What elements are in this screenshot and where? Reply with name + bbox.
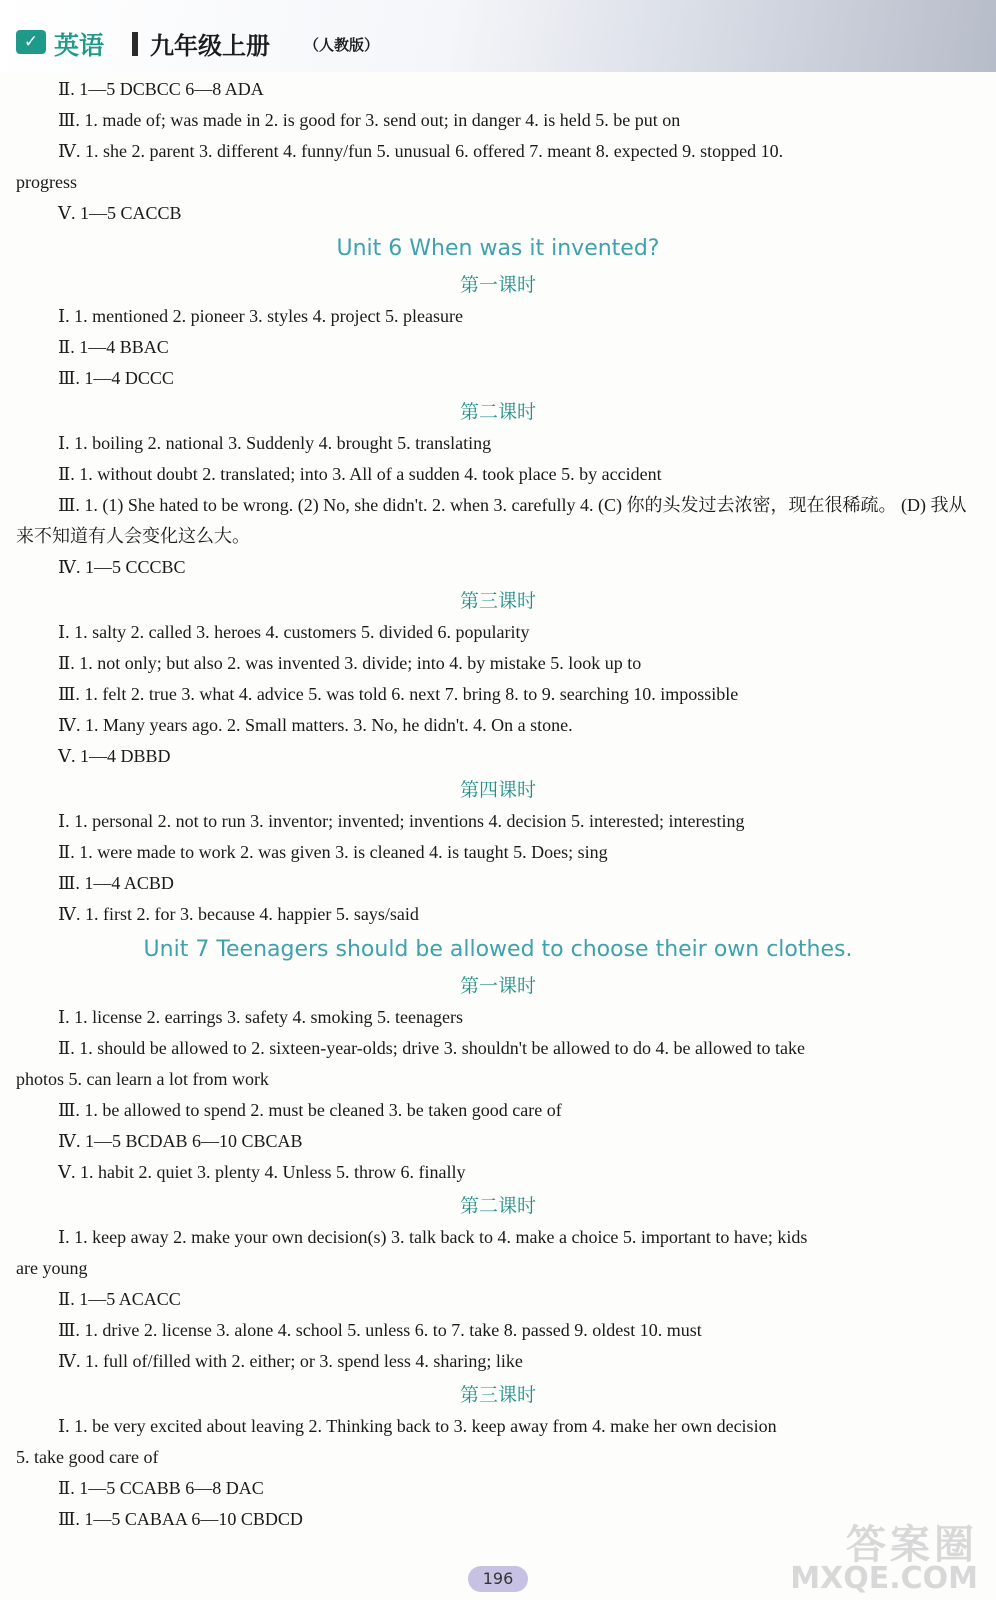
edition-label: （人教版） xyxy=(304,36,380,54)
lesson-heading: 第二课时 xyxy=(459,401,536,423)
answer-line: Ⅲ. 1—4 ACBD xyxy=(58,873,174,893)
subject-title: 英语 xyxy=(54,31,105,60)
answer-line: Ⅰ. 1. salty 2. called 3. heroes 4. customers 5. divided 6. popularity xyxy=(58,622,530,642)
answer-line: Ⅲ. 1. be allowed to spend 2. must be cleaned 3. be taken good care of xyxy=(58,1100,562,1120)
grade-title: 九年级上册 xyxy=(150,32,270,60)
answer-line: Ⅲ. 1. felt 2. true 3. what 4. advice 5. was told 6. next 7. bring 8. to 9. searching 10. impossible xyxy=(58,684,739,704)
lesson-heading: 第一课时 xyxy=(459,274,536,296)
answer-line: Ⅳ. 1. Many years ago. 2. Small matters. 3. No, he didn't. 4. On a stone. xyxy=(58,715,573,735)
lesson-heading: 第四课时 xyxy=(459,779,536,801)
answer-line: Ⅱ. 1. without doubt 2. translated; into 3. All of a sudden 4. took place 5. by accident xyxy=(58,464,662,484)
answer-line: Ⅱ. 1. not only; but also 2. was invented 3. divide; into 4. by mistake 5. look up to xyxy=(58,653,642,673)
answer-line: Ⅲ. 1—5 CABAA 6—10 CBDCD xyxy=(58,1509,303,1529)
answer-line: Ⅲ. 1—4 DCCC xyxy=(58,368,174,388)
watermark-url: MXQE.COM xyxy=(790,1561,978,1596)
answer-line: Ⅳ. 1. first 2. for 3. because 4. happier 5. says/said xyxy=(58,904,419,924)
header-divider xyxy=(132,32,138,56)
answer-line: Ⅴ. 1—4 DBBD xyxy=(58,746,171,766)
answer-line: Ⅲ. 1. (1) She hated to be wrong. (2) No, she didn't. 2. when 3. carefully 4. (C) 你的头发过去浓密，现在很稀疏。 (D) 我从来不知道有人会变化这么大。 xyxy=(16,495,967,546)
page-header xyxy=(0,0,996,72)
watermark-logo-text: 答案圈 xyxy=(846,1522,978,1568)
check-icon: ✓ xyxy=(16,30,46,54)
answer-line-continuation: photos 5. can learn a lot from work xyxy=(16,1069,269,1089)
answer-line: Ⅱ. 1. were made to work 2. was given 3. is cleaned 4. is taught 5. Does; sing xyxy=(58,842,608,862)
answer-line: Ⅱ. 1—5 CCABB 6—8 DAC xyxy=(58,1478,264,1498)
answer-line: Ⅱ. 1—4 BBAC xyxy=(58,337,169,357)
answer-line: Ⅰ. 1. keep away 2. make your own decision(s) 3. talk back to 4. make a choice 5. important to have; kids xyxy=(58,1227,808,1247)
lesson-heading: 第三课时 xyxy=(459,1384,536,1406)
answer-line: Ⅴ. 1—5 CACCB xyxy=(58,203,182,223)
answer-line: Ⅰ. 1. personal 2. not to run 3. inventor; invented; inventions 4. decision 5. interested; interesting xyxy=(58,811,745,831)
answer-line: Ⅴ. 1. habit 2. quiet 3. plenty 4. Unless 5. throw 6. finally xyxy=(58,1162,466,1182)
answer-line: Ⅰ. 1. be very excited about leaving 2. Thinking back to 3. keep away from 4. make her own decision xyxy=(58,1416,777,1436)
lesson-heading: 第三课时 xyxy=(459,590,536,612)
answer-line: Ⅰ. 1. boiling 2. national 3. Suddenly 4. brought 5. translating xyxy=(58,433,492,453)
answer-line-continuation: progress xyxy=(16,172,77,192)
answer-line: Ⅱ. 1—5 ACACC xyxy=(58,1289,181,1309)
answer-line: Ⅳ. 1. she 2. parent 3. different 4. funny/fun 5. unusual 6. offered 7. meant 8. expected 9. stopped 10. xyxy=(58,141,784,161)
answer-line: Ⅳ. 1—5 BCDAB 6—10 CBCAB xyxy=(58,1131,303,1151)
lesson-heading: 第二课时 xyxy=(459,1195,536,1217)
site-watermark xyxy=(790,1522,978,1596)
answer-line: Ⅳ. 1. full of/filled with 2. either; or 3. spend less 4. sharing; like xyxy=(58,1351,523,1371)
lesson-heading: 第一课时 xyxy=(459,975,536,997)
answer-line: Ⅱ. 1—5 DCBCC 6—8 ADA xyxy=(58,79,264,99)
answer-line: Ⅲ. 1. made of; was made in 2. is good for 3. send out; in danger 4. is held 5. be put on xyxy=(58,110,681,130)
answer-line: Ⅱ. 1. should be allowed to 2. sixteen-year-olds; drive 3. shouldn't be allowed to do 4. be allowed to take xyxy=(58,1038,805,1058)
answer-line: Ⅲ. 1. drive 2. license 3. alone 4. school 5. unless 6. to 7. take 8. passed 9. oldest 10. must xyxy=(58,1320,702,1340)
page-number: 196 xyxy=(468,1566,528,1592)
answer-line: Ⅳ. 1—5 CCCBC xyxy=(58,557,186,577)
answer-line-continuation: are young xyxy=(16,1258,88,1278)
answer-line: Ⅰ. 1. mentioned 2. pioneer 3. styles 4. project 5. pleasure xyxy=(58,306,464,326)
unit-heading: Unit 7 Teenagers should be allowed to choose their own clothes. xyxy=(143,937,853,962)
answer-content xyxy=(0,74,996,1535)
unit-heading: Unit 6 When was it invented? xyxy=(336,236,660,261)
answer-line: Ⅰ. 1. license 2. earrings 3. safety 4. smoking 5. teenagers xyxy=(58,1007,463,1027)
answer-line-continuation: 5. take good care of xyxy=(16,1447,159,1467)
